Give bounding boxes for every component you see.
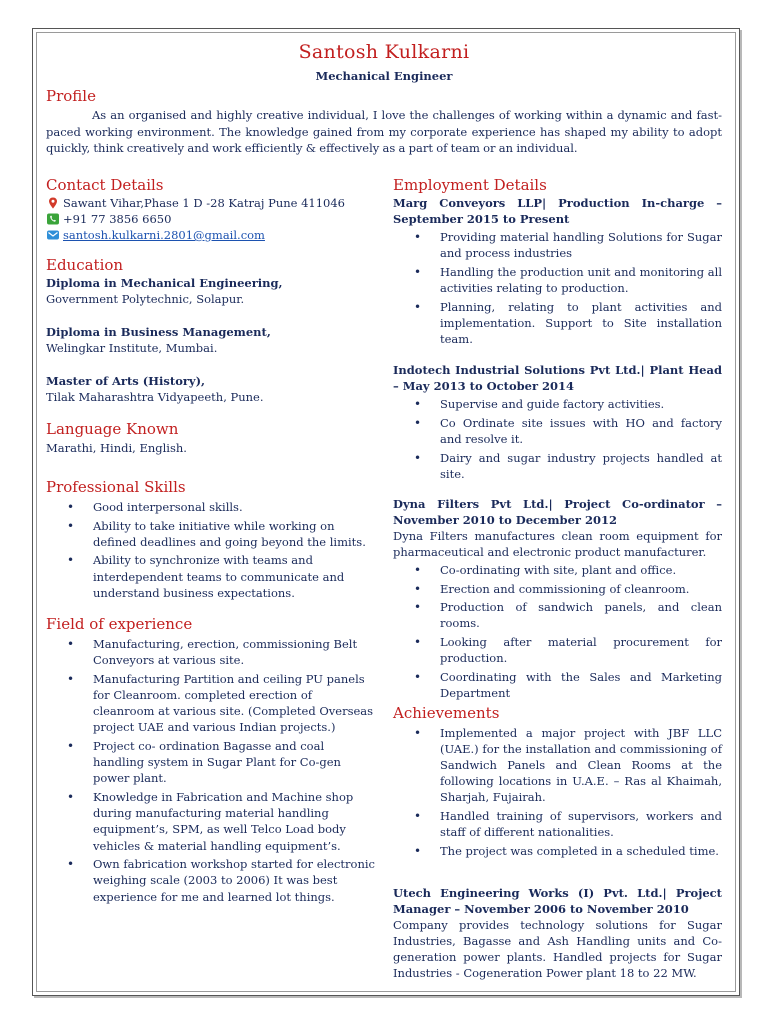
profile-heading: Profile bbox=[46, 87, 96, 105]
job-entry-description: Company provides technology solutions for Sugar Industries, Bagasse and Ash Handling units and Co-generation power plants. Handled projects for Sugar Industries - Cogeneration Power plant 18 to 22 MW. bbox=[393, 917, 722, 980]
list-item: • Co-ordinating with site, plant and office. bbox=[393, 562, 722, 578]
education-institute: Welingkar Institute, Mumbai. bbox=[46, 341, 218, 355]
list-item: • Co Ordinate site issues with HO and factory and resolve it. bbox=[393, 415, 722, 447]
right-column bbox=[393, 176, 722, 981]
list-item: • Providing material handling Solutions for Sugar and process industries bbox=[393, 229, 722, 261]
education-item bbox=[46, 275, 376, 307]
job-duties-list bbox=[393, 229, 722, 347]
left-column bbox=[46, 176, 376, 907]
contact-email-row bbox=[46, 227, 376, 243]
list-item: • Dairy and sugar industry projects handled at site. bbox=[393, 450, 722, 482]
list-item: • Project co- ordination Bagasse and coal handling system in Sugar Plant for Co-gen power plant. bbox=[46, 738, 376, 787]
profile-text: As an organised and highly creative individual, I love the challenges of working within a dynamic and fast-paced working environment. The knowledge gained from my corporate experience has shaped my ability to adopt quickly, think creatively and work efficiently & effectively as a part of team or an individual. bbox=[46, 108, 722, 155]
field-heading: Field of experience bbox=[46, 615, 193, 633]
email-icon bbox=[46, 229, 60, 241]
education-degree: Diploma in Mechanical Engineering, bbox=[46, 276, 283, 290]
list-item: • Handled training of supervisors, workers and staff of different nationalities. bbox=[393, 808, 722, 840]
phone-icon bbox=[46, 213, 60, 225]
list-item: • The project was completed in a scheduled time. bbox=[393, 843, 722, 859]
contact-address-row bbox=[46, 195, 376, 211]
education-institute: Government Polytechnic, Solapur. bbox=[46, 292, 245, 306]
job-title: Mechanical Engineer bbox=[315, 69, 453, 83]
candidate-name: Santosh Kulkarni bbox=[298, 41, 470, 63]
job-entry-title: Dyna Filters Pvt Ltd.| Project Co-ordinator – November 2010 to December 2012 bbox=[393, 497, 722, 527]
education-degree: Master of Arts (History), bbox=[46, 374, 206, 388]
job-entry-title: Utech Engineering Works (I) Pvt. Ltd.| Project Manager – November 2006 to November 2010 bbox=[393, 885, 722, 916]
job-entry-title: Marg Conveyors LLP| Production In-charge – September 2015 to Present bbox=[393, 196, 722, 226]
list-item: • Manufacturing Partition and ceiling PU panels for Cleanroom. completed erection of cleanroom at various site. (Completed Overseas project UAE and various Indian projects.) bbox=[46, 671, 376, 736]
list-item: • Coordinating with the Sales and Marketing Department bbox=[393, 669, 722, 701]
field-list bbox=[46, 636, 376, 905]
list-item: • Handling the production unit and monitoring all activities relating to production. bbox=[393, 264, 722, 296]
list-item: • Implemented a major project with JBF LLC (UAE.) for the installation and commissioning of Sandwich Panels and Clean Rooms at the following locations in U.A.E. – Ras al Khaimah, Sharjah, Fujairah. bbox=[393, 725, 722, 806]
profile-section bbox=[46, 87, 722, 157]
job-entry-title: Indotech Industrial Solutions Pvt Ltd.| Plant Head – May 2013 to October 2014 bbox=[393, 363, 722, 394]
education-heading: Education bbox=[46, 256, 124, 274]
education-item bbox=[46, 324, 376, 356]
job-duties-list bbox=[393, 562, 722, 701]
language-heading: Language Known bbox=[46, 420, 179, 438]
skills-heading: Professional Skills bbox=[46, 478, 186, 496]
achievements-list bbox=[393, 725, 722, 859]
list-item: • Own fabrication workshop started for electronic weighing scale (2003 to 2006) It was best experience for me and learned lot things. bbox=[46, 856, 376, 905]
job-entry-description: Dyna Filters manufactures clean room equipment for pharmaceutical and electronic product manufacturer. bbox=[393, 529, 722, 559]
list-item: • Ability to synchronize with teams and interdependent teams to communicate and understand business expectations. bbox=[46, 552, 376, 601]
skills-list bbox=[46, 499, 376, 601]
list-item: • Ability to take initiative while working on defined deadlines and going beyond the limits. bbox=[46, 518, 376, 550]
achievements-heading: Achievements bbox=[393, 703, 500, 722]
list-item: • Planning, relating to plant activities and implementation. Support to Site installation team. bbox=[393, 299, 722, 348]
list-item: • Looking after material procurement for production. bbox=[393, 634, 722, 666]
contact-phone-row bbox=[46, 211, 376, 227]
language-text: Marathi, Hindi, English. bbox=[46, 441, 187, 455]
contact-phone: +91 77 3856 6650 bbox=[63, 212, 172, 226]
list-item: • Manufacturing, erection, commissioning Belt Conveyors at various site. bbox=[46, 636, 376, 668]
list-item: • Supervise and guide factory activities. bbox=[393, 396, 722, 412]
job-duties-list bbox=[393, 396, 722, 482]
list-item: • Production of sandwich panels, and clean rooms. bbox=[393, 599, 722, 631]
list-item: • Good interpersonal skills. bbox=[46, 499, 376, 515]
employment-heading: Employment Details bbox=[393, 176, 547, 194]
list-item: • Knowledge in Fabrication and Machine shop during manufacturing material handling equipment’s, SPM, as well Telco Load body vehicles & material handling equipment’s. bbox=[46, 789, 376, 854]
contact-email-link[interactable]: santosh.kulkarni.2801@gmail.com bbox=[63, 228, 265, 242]
contact-address: Sawant Vihar,Phase 1 D -28 Katraj Pune 411046 bbox=[63, 196, 345, 210]
list-item: • Erection and commissioning of cleanroom. bbox=[393, 581, 722, 597]
education-item bbox=[46, 373, 376, 405]
education-institute: Tilak Maharashtra Vidyapeeth, Pune. bbox=[46, 390, 264, 404]
location-pin-icon bbox=[46, 197, 60, 209]
education-degree: Diploma in Business Management, bbox=[46, 325, 271, 339]
contact-heading: Contact Details bbox=[46, 176, 164, 194]
